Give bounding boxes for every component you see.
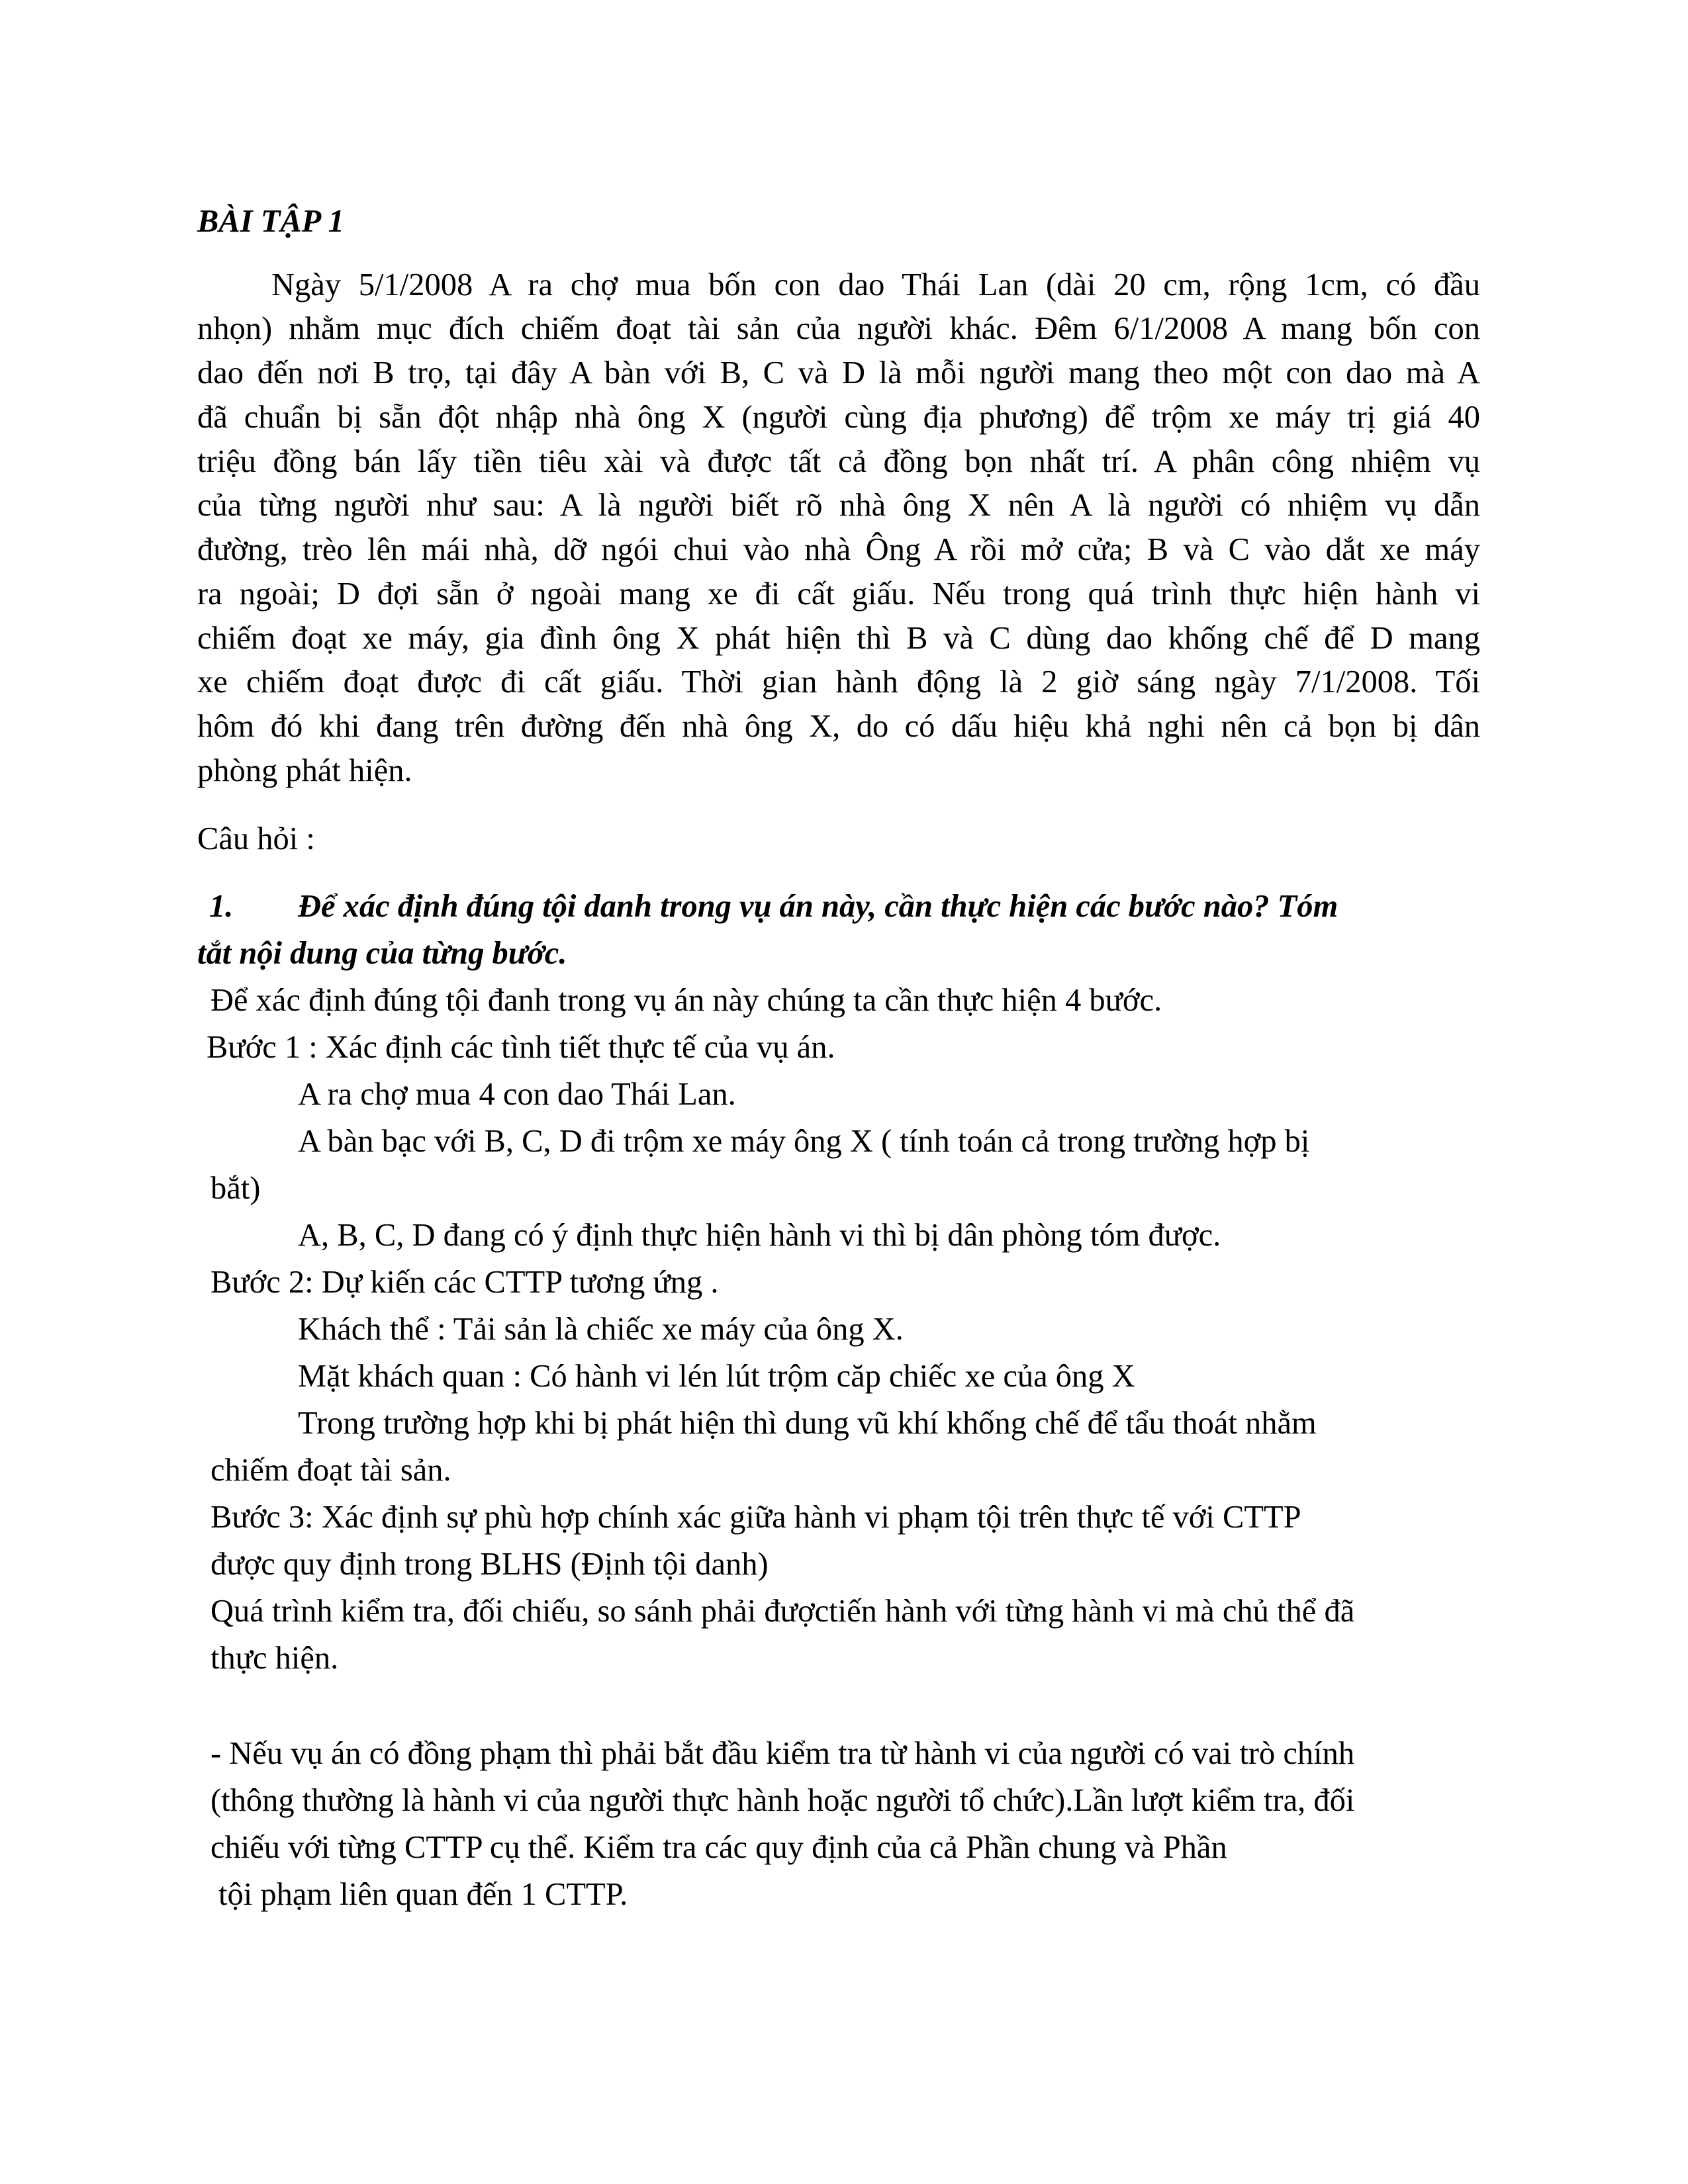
step-3-heading: được quy định trong BLHS (Định tội danh) [211,1547,769,1582]
note-line: tội phạm liên quan đến 1 CTTP. [218,1877,628,1912]
paragraph-line: xe chiếm đoạt được đi cất giấu. Thời gian hành động là 2 giờ sáng ngày 7/1/2008. Tối [197,664,1480,700]
question-number: 1. [209,889,234,924]
paragraph-line: dao đến nơi B trọ, tại đây A bàn với B, C và D là mỗi người mang theo một con dao mà A [197,355,1480,390]
step-2-item: Trong trường hợp khi bị phát hiện thì dung vũ khí khống chế để tẩu thoát nhằm [298,1406,1317,1441]
step-2-heading: Bước 2: Dự kiến các CTTP tương ứng . [211,1265,719,1300]
step-3-body: Quá trình kiểm tra, đối chiếu, so sánh phải đượctiến hành với từng hành vi mà chủ thể đã [211,1594,1355,1629]
paragraph-line: đã chuẩn bị sẵn đột nhập nhà ông X (người cùng địa phương) để trộm xe máy trị giá 40 [197,400,1480,435]
note-line: chiếu với từng CTTP cụ thể. Kiểm tra các quy định của cả Phần chung và Phần [211,1830,1227,1865]
step-1-item: A bàn bạc với B, C, D đi trộm xe máy ông X ( tính toán cả trong trường hợp bị [298,1124,1310,1159]
answer-intro: Để xác định đúng tội đanh trong vụ án này chúng ta cần thực hiện 4 bước. [211,983,1162,1018]
step-3-body: thực hiện. [211,1641,339,1676]
note-line: (thông thường là hành vi của người thực hành hoặc người tổ chức).Lần lượt kiểm tra, đối [211,1783,1355,1818]
question-text-line: Để xác định đúng tội danh trong vụ án này, cần thực hiện các bước nào? Tóm [298,889,1338,924]
paragraph-line: phòng phát hiện. [197,753,412,788]
step-3-heading: Bước 3: Xác định sự phù hợp chính xác giữa hành vi phạm tội trên thực tế với CTTP [211,1500,1301,1535]
exercise-title: BÀI TẬP 1 [197,204,344,239]
step-2-item: Khách thể : Tải sản là chiếc xe máy của ông X. [298,1312,904,1347]
step-1-item: A, B, C, D đang có ý định thực hiện hành vi thì bị dân phòng tóm được. [298,1218,1221,1253]
paragraph-line: ra ngoài; D đợi sẵn ở ngoài mang xe đi cất giấu. Nếu trong quá trình thực hiện hành vi [197,576,1480,612]
paragraph-line: của từng người như sau: A là người biết rõ nhà ông X nên A là người có nhiệm vụ dẫn [197,488,1480,523]
paragraph-line: triệu đồng bán lấy tiền tiêu xài và được tất cả đồng bọn nhất trí. A phân công nhiệm vụ [197,444,1480,479]
paragraph-line: hôm đó khi đang trên đường đến nhà ông X, do có dấu hiệu khả nghi nên cả bọn bị dân [197,709,1480,744]
question-text-line: tắt nội dung của từng bước. [197,936,567,971]
paragraph-line: chiếm đoạt xe máy, gia đình ông X phát hiện thì B và C dùng dao khống chế để D mang [197,621,1480,656]
step-2-item: Mặt khách quan : Có hành vi lén lút trộm căp chiếc xe của ông X [298,1359,1135,1394]
paragraph-line: Ngày 5/1/2008 A ra chợ mua bốn con dao Thái Lan (dài 20 cm, rộng 1cm, có đầu [271,267,1480,302]
paragraph-line: đường, trèo lên mái nhà, dỡ ngói chui vào nhà Ông A rồi mở cửa; B và C vào dắt xe máy [197,532,1480,567]
step-2-item: chiếm đoạt tài sản. [211,1453,451,1488]
questions-label: Câu hỏi : [197,821,315,856]
step-1-item: bắt) [211,1171,261,1206]
step-1-item: A ra chợ mua 4 con dao Thái Lan. [298,1077,736,1112]
note-line: - Nếu vụ án có đồng phạm thì phải bắt đầu kiểm tra từ hành vi của người có vai trò chính [211,1736,1355,1771]
paragraph-line: nhọn) nhằm mục đích chiếm đoạt tài sản của người khác. Đêm 6/1/2008 A mang bốn con [197,311,1480,346]
step-1-heading: Bước 1 : Xác định các tình tiết thực tế của vụ án. [207,1030,835,1065]
